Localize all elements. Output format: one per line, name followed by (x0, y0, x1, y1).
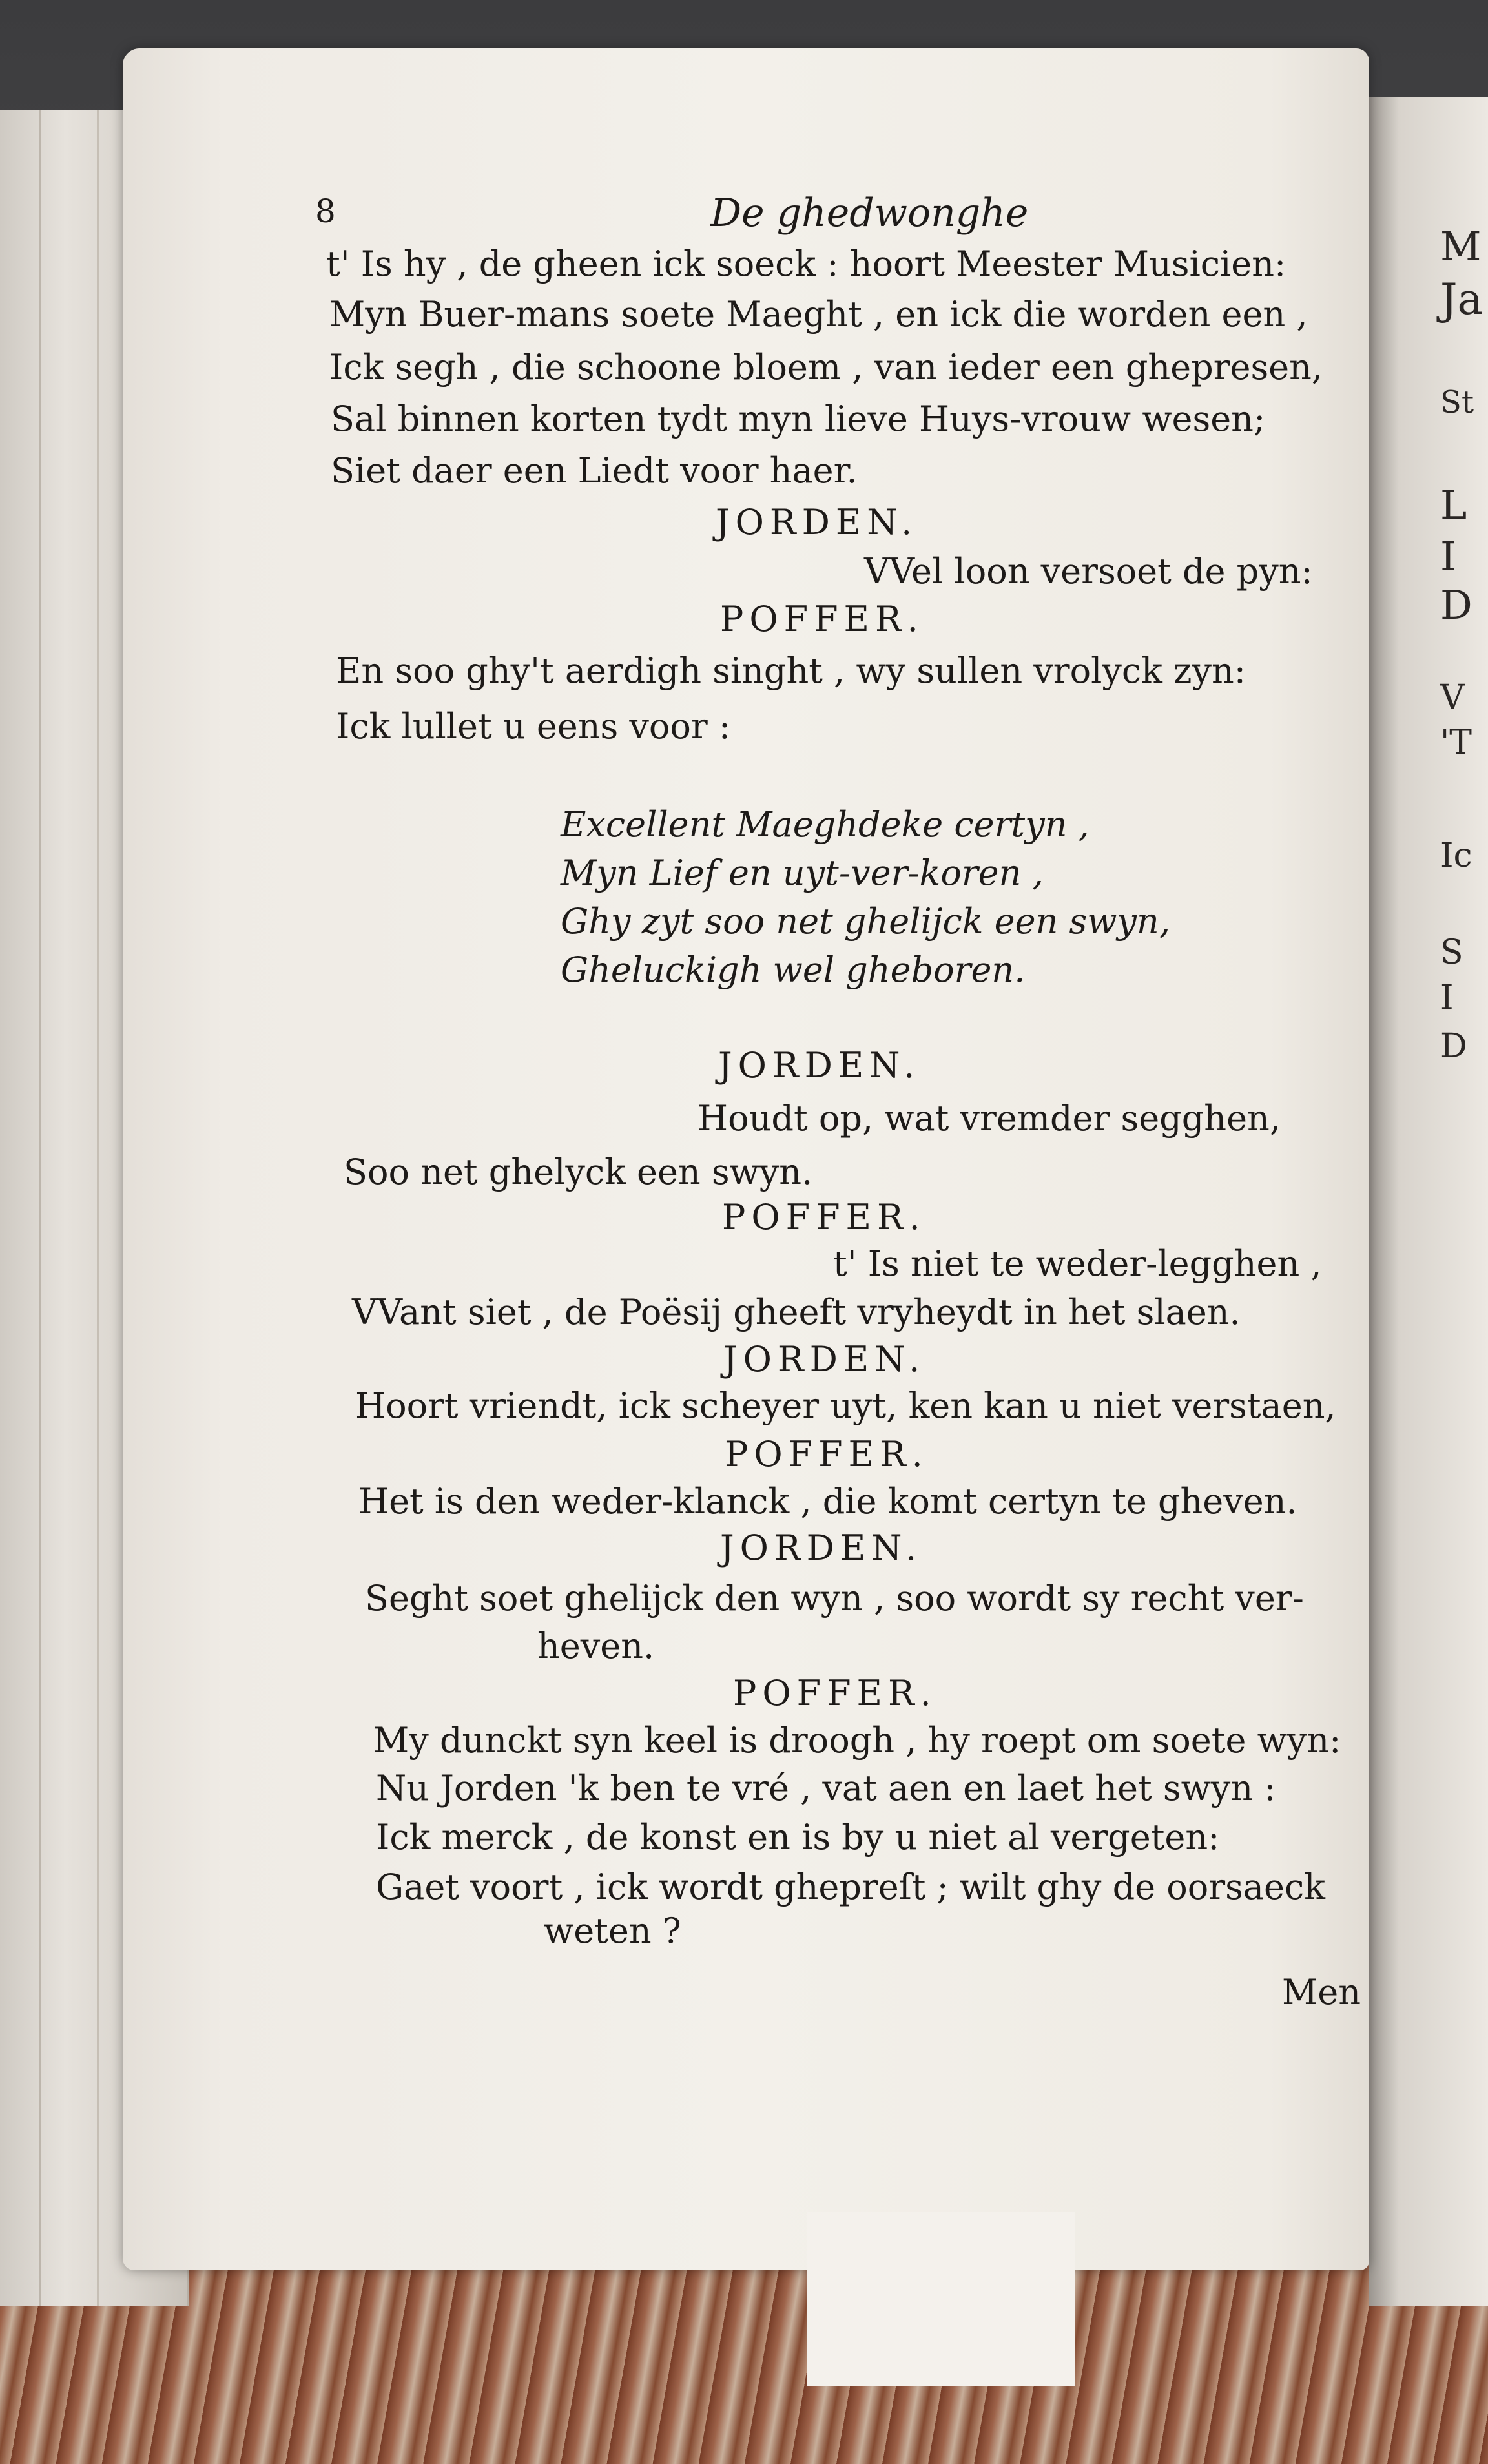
text-line: Gaet voort , ick wordt ghepreſt ; wilt ghy de oorsaeck (376, 1867, 1325, 1907)
facing-fragment: L (1440, 481, 1467, 528)
speaker-heading: JORDEN. (723, 1339, 926, 1380)
text-line: t' Is niet te weder-legghen , (833, 1243, 1322, 1284)
song-line: Ghy zyt soo net ghelijck een swyn, (561, 901, 1170, 942)
facing-fragment: Ja (1440, 274, 1483, 324)
paper-tab (807, 2212, 1075, 2386)
speaker-heading: JORDEN. (718, 1045, 921, 1086)
song-line: Myn Lief en uyt-ver-koren , (561, 853, 1044, 893)
speaker-heading: POFFER. (733, 1673, 937, 1713)
text-line: VVel loon versoet de pyn: (864, 551, 1313, 592)
facing-fragment: S (1440, 933, 1463, 972)
text-line: Ick segh , die schoone bloem , van ieder een ghepresen, (329, 347, 1323, 388)
facing-fragment: V (1440, 678, 1465, 717)
text-line: Ick lullet u eens voor : (336, 706, 731, 747)
text-line: Siet daer een Liedt voor haer. (331, 450, 858, 491)
catchword: Men (1282, 1972, 1361, 2013)
speaker-heading: POFFER. (725, 1434, 929, 1475)
facing-fragment: I (1440, 978, 1454, 1017)
speaker-heading: POFFER. (722, 1197, 926, 1237)
text-line: Seght soet ghelijck den wyn , soo wordt sy recht ver- (365, 1578, 1304, 1619)
facing-fragment: I (1440, 533, 1456, 580)
text-line: weten ? (544, 1910, 681, 1951)
text-line: Houdt op, wat vremder segghen, (698, 1098, 1281, 1139)
facing-fragment: St (1440, 384, 1474, 420)
text-line: Soo net ghelyck een swyn. (344, 1152, 813, 1192)
speaker-heading: JORDEN. (720, 1527, 923, 1568)
running-head: De ghedwonghe (710, 191, 1029, 236)
page-number: 8 (315, 192, 336, 230)
facing-page (1369, 97, 1488, 2306)
facing-fragment: Ic (1440, 836, 1472, 875)
text-line: Hoort vriendt, ick scheyer uyt, ken kan u niet verstaen, (355, 1385, 1336, 1426)
facing-fragment: 'T (1440, 723, 1472, 762)
facing-fragment: D (1440, 1027, 1467, 1066)
text-line: Nu Jorden 'k ben te vré , vat aen en laet het swyn : (376, 1768, 1276, 1808)
speaker-heading: JORDEN. (716, 502, 918, 543)
text-line: Ick merck , de konst en is by u niet al vergeten: (376, 1817, 1220, 1858)
facing-fragment: M (1440, 223, 1482, 270)
text-line: VVant siet , de Poësij gheeft vryheydt in het slaen. (352, 1292, 1241, 1332)
song-line: Excellent Maeghdeke certyn , (561, 804, 1090, 845)
text-line: En soo ghy't aerdigh singht , wy sullen vrolyck zyn: (336, 650, 1246, 691)
text-line: Myn Buer-mans soete Maeght , en ick die worden een , (329, 294, 1308, 335)
text-line: My dunckt syn keel is droogh , hy roept om soete wyn: (373, 1720, 1341, 1761)
text-line: Sal binnen korten tydt myn lieve Huys-vrouw wesen; (331, 399, 1266, 439)
speaker-heading: POFFER. (720, 599, 924, 639)
text-line: Het is den weder-klanck , die komt certyn te gheven. (358, 1481, 1297, 1522)
text-line: heven. (537, 1626, 655, 1666)
song-line: Gheluckigh wel gheboren. (561, 949, 1026, 990)
binding-cloth (0, 2261, 1488, 2464)
text-line: t' Is hy , de gheen ick soeck : hoort Meester Musicien: (326, 243, 1286, 284)
facing-fragment: D (1440, 581, 1472, 628)
